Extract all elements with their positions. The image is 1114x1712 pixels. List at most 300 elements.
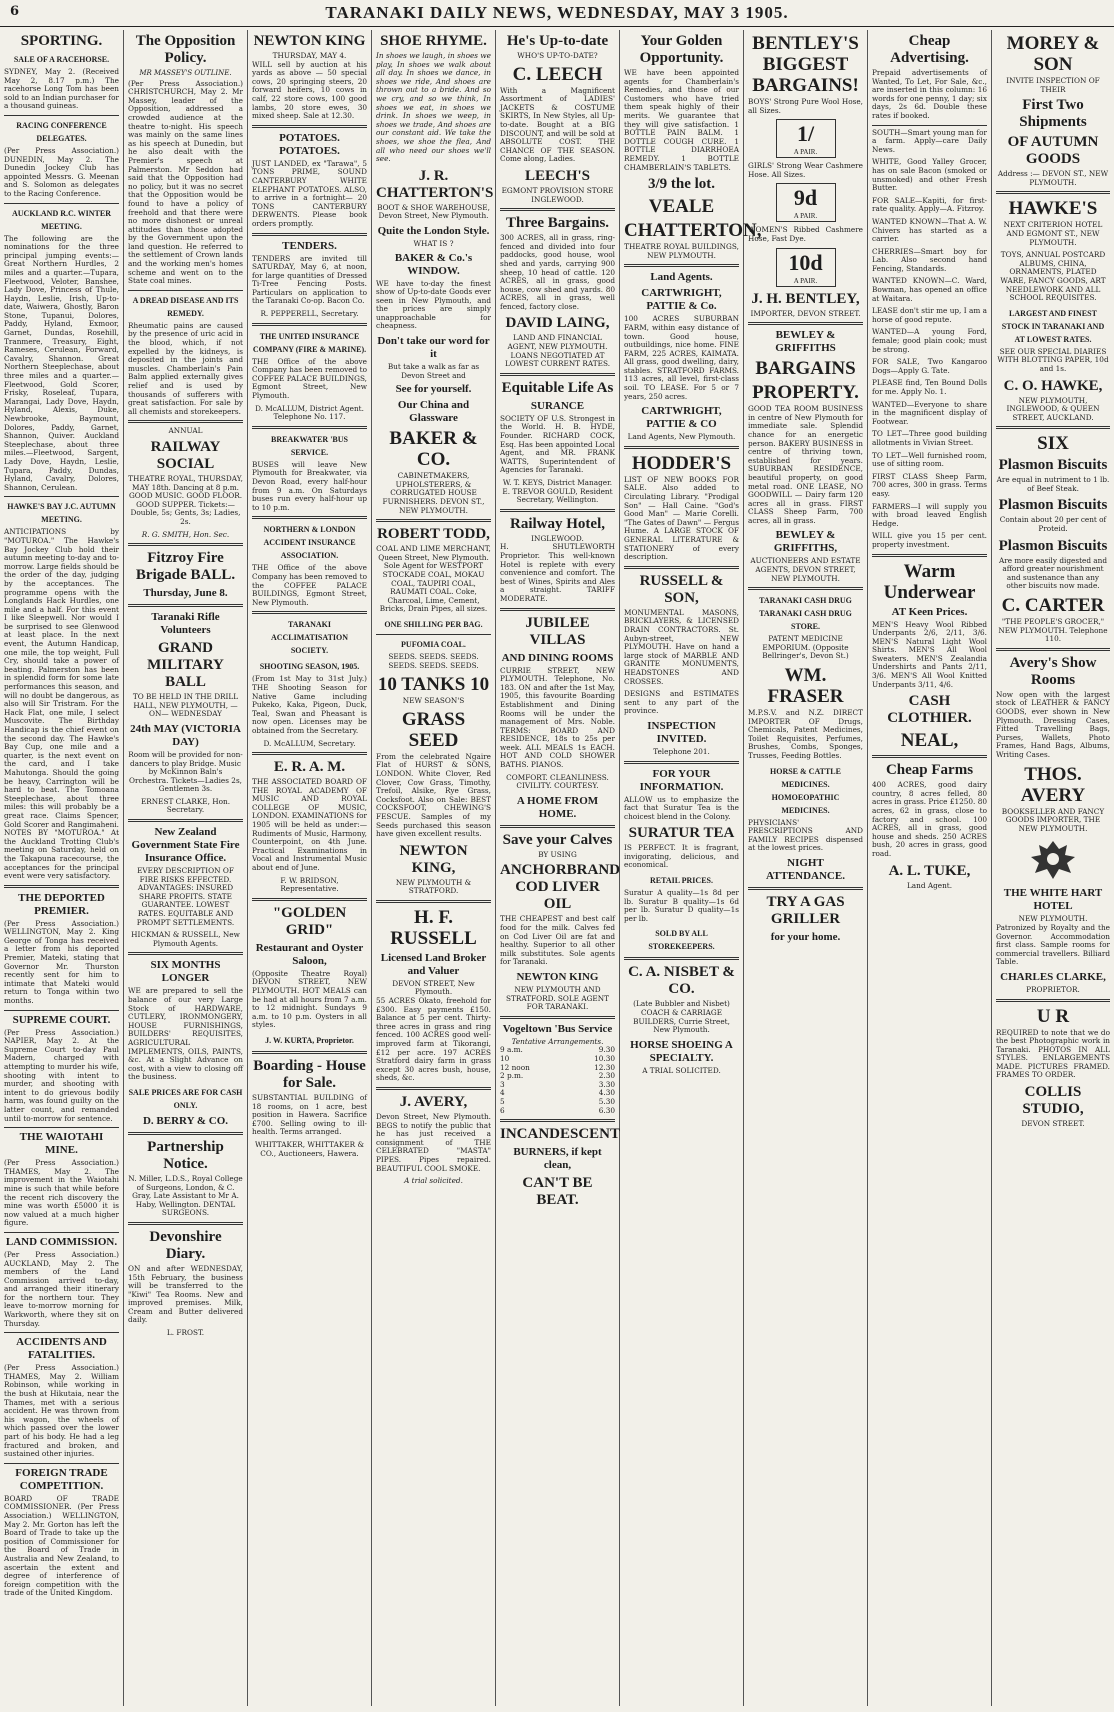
acclimatisation-heading: TARANAKI ACCLIMATISATION SOCIETY.: [270, 620, 349, 656]
racing-conference-heading: RACING CONFERENCE DELEGATES.: [16, 120, 107, 143]
potatoes-article: JUST LANDED, ex "Tarawa", 5 TONS PRIME, SOUND CANTERBURY WHITE ELEPHANT POTATOES. ALSO, to arrive in a fortnight— 20 TONS CANTERBURY DERWENTS. Please book orders promptly.: [252, 158, 367, 228]
whos-up-to-date: WHO'S UP-TO-DATE?: [517, 51, 598, 60]
golden-grid-article: (Opposite Theatre Royal) DEVON STREET, NEW PLYMOUTH. HOT MEALS can be had at all hours from 7 a.m. to 12 midnight. Sundays 9 a.m. to 10 p.m. Oysters in all styles.: [252, 968, 367, 1030]
partnership-details: N. Miller, L.D.S., Royal College of Surgeons, London, & C. Gray, Late Assistant to Mr A. Haby, Wellington. DENTAL SURGEONS.: [128, 1173, 243, 1218]
bus-time-depart: 12 noon: [500, 1062, 530, 1072]
classified-item: WANTED—A young Ford, female; good plain cook; must be strong.: [872, 327, 987, 354]
divider: [376, 634, 491, 635]
golden-opportunity-heading: Your Golden Opportunity.: [639, 33, 724, 66]
divider: [996, 648, 1110, 651]
hawke-toys: TOYS, ANNUAL POSTCARD ALBUMS, CHINA, ORNAMENTS, PLATED WARE, FANCY GOODS, ART NEEDLEWORK AND ALL SCHOOL REQUISITES.: [1000, 250, 1106, 303]
newton-king-agent: NEWTON KING: [516, 971, 599, 983]
leech-heading: C. LEECH: [512, 63, 603, 85]
sold-by: SOLD BY ALL STOREKEEPERS.: [648, 929, 715, 952]
pufomia-coal: PUFOMIA COAL.: [401, 639, 466, 649]
baker-window-article: WE have to-day the finest show of Up-to-date Goods ever seen in New Plymouth, and the prices are simply unapproachable for cheapness.: [376, 278, 491, 331]
three-bargains-article: 300 ACRES, all in grass, ring-fenced and divided into four paddocks, good house, wool shed and yards, carrying 900 sheep, 10 head of cattle. 120 ACRES, all in grass, good house, cow shed and yards. 80 ACRES, all in grass, well fenced, factory close.: [500, 233, 615, 311]
morey-sub: INVITE INSPECTION OF THEIR: [1006, 76, 1100, 94]
taranaki-drug-sub: PATENT MEDICINE EMPORIUM. (Opposite Bellringer's, Devon St.): [762, 634, 849, 661]
divider: [252, 752, 367, 755]
morey-address: Address :— DEVON ST., NEW PLYMOUTH.: [997, 169, 1109, 187]
divider: [624, 761, 739, 764]
bus-time-row: [500, 1098, 615, 1107]
divider: [252, 516, 367, 519]
royal-crest-icon: [1023, 837, 1083, 883]
rifle-volunteers-heading: Taranaki Rifle Volunteers: [151, 611, 220, 637]
london-style: Quite the London Style.: [377, 224, 490, 237]
newton-king-seed-sub: NEW PLYMOUTH & STRATFORD.: [395, 877, 472, 896]
tenders-heading: TENDERS.: [282, 239, 337, 252]
collis-studio-address: DEVON STREET.: [1021, 1119, 1085, 1129]
supreme-court-heading: SUPREME COURT.: [12, 1013, 111, 1026]
boys-hose-price: [776, 119, 836, 158]
white-hart-article: Patronized by Royalty and the Governor. Accommodation first class. Sample rooms for commercial travellers. Billiard Table.: [996, 922, 1110, 967]
divider: [4, 496, 119, 497]
trade-heading: FOREIGN TRADE COMPETITION.: [15, 1466, 108, 1492]
shooting-season-article: (From 1st May to 31st July.) THE Shooting Season for Native Game including Pukeko, Kaka, Pigeon, Duck, Teal, Swan and Pheasant is now open. Licenses may be obtained from the Secretary.: [252, 674, 367, 735]
bus-time-return: 3.30: [598, 1079, 615, 1089]
jubilee-subheading: AND DINING ROOMS: [501, 651, 614, 664]
divider: [872, 554, 987, 557]
bewley-signature-sub: AUCTIONEERS AND ESTATE AGENTS, DEVON STREET, NEW PLYMOUTH.: [750, 556, 861, 583]
divider: [252, 323, 367, 326]
shoe-rhyme-heading: SHOE RHYME.: [380, 33, 487, 49]
warm-underwear-sub: AT Keen Prices.: [891, 605, 968, 618]
veale-heading: VEALE: [648, 196, 715, 218]
equitable-heading: Equitable Life As: [501, 379, 614, 396]
sporting-heading: SPORTING.: [20, 33, 103, 49]
russell-address: DEVON STREET, New Plymouth.: [392, 978, 475, 997]
newton-king-seed-heading: NEWTON KING,: [399, 842, 468, 876]
divider: [624, 957, 739, 960]
baker-co-details: CABINETMAKERS, UPHOLSTERERS, & CORRUGATED HOUSE FURNISHERS. DEVON ST., NEW PLYMOUTH.: [382, 471, 485, 515]
divider: [252, 125, 367, 128]
white-hart-heading: THE WHITE HART HOTEL: [1003, 887, 1103, 913]
classified-item: FIRST CLASS Sheep Farm, 700 acres, 300 in grass. Terms easy.: [872, 471, 987, 498]
fitzroy-ball-date: Thursday, June 8.: [143, 587, 228, 600]
fraser-heading: WM. FRASER: [767, 665, 844, 708]
page-number: 6: [10, 4, 20, 19]
divider: [500, 608, 615, 611]
russell-son-heading: RUSSELL & SON,: [639, 572, 724, 606]
suratur-article: IS PERFECT. It is fragrant, invigorating, delicious, and economical.: [624, 843, 739, 870]
state-fire-details: EVERY DESCRIPTION OF FIRE RISKS EFFECTED. ADVANTAGES: INSURED SHARE PROFITS. STATE GUARANTEE. LOWEST RATES. EQUITABLE AND PROMPT SETTLEMENTS.: [136, 866, 235, 927]
accidents-heading: ACCIDENTS AND FATALITIES.: [16, 1336, 107, 1362]
divider: [500, 825, 615, 828]
home-from-home: A HOME FROM HOME.: [516, 794, 599, 820]
grand-ball-notes: Room will be provided for non-dancers to play Bridge. Music by McKinnon Baln's Orchestra. Tickets—Ladies 2s, Gentlemen 3s.: [128, 749, 243, 794]
sale-prices-note: SALE PRICES ARE FOR CASH ONLY.: [128, 1087, 243, 1110]
classified-item: WANTED KNOWN—That A. W. Chivers has started as a carrier.: [872, 216, 987, 244]
acclimatisation-signature: D. McALLUM, Secretary.: [263, 738, 356, 748]
shoe-rhyme-poem: In shoes we laugh, in shoes we play, In shoes we walk about all day. In shoes we dance, in shoes we ride, And shoes are thrown out to a bride. And so we cry, and so we think, In shoes we eat, in shoes we drink. In shoes we weep, in shoes we trade, And shoes are our constant aid. We take the shoes, we shoe the flea, And all who need our shoes we'll see.: [376, 51, 491, 164]
bus-time-return: 10.30: [594, 1053, 615, 1063]
ram-article: THE ASSOCIATED BOARD OF THE ROYAL ACADEMY OF MUSIC AND ROYAL COLLEGE OF MUSIC, LONDON. EXAMINATIONS for 1905 will be held as under:— Rudiments of Music, Harmony, Counterpoint, on 4th June. Practical Examinations in Vocal and Instrumental Music about end of June.: [252, 777, 367, 873]
state-fire-heading: New Zealand Government State Fire Insurance Office.: [131, 826, 240, 865]
jubilee-heading: JUBILEE VILLAS: [525, 614, 590, 648]
divider: [996, 999, 1110, 1002]
divider: [624, 566, 739, 569]
divider: [252, 426, 367, 429]
railway-hotel-heading: Railway Hotel,: [510, 515, 605, 532]
collis-article: REQUIRED to note that we do the best Photographic work in Taranaki. PHOTOS IN ALL STYLES. ENLARGEMENTS MADE. PICTURES FRAMED. FRAMES TO ORDER.: [996, 1027, 1110, 1080]
thos-avery-sub: BOOKSELLER AND FANCY GOODS IMPORTER, THE NEW PLYMOUTH.: [1001, 806, 1105, 833]
classified-item: SOUTH—Smart young man for a farm. Apply—care Daily News.: [872, 127, 987, 154]
hodder-list: LIST OF NEW BOOKS FOR SALE. Also added to Circulating Library. "Prodigal Son" — Hall Caine. "God's Good Man" — Marie Corelli. "The Gates of Dawn" — Fergus Hume. A LARGE STOCK OF GENERAL LITERATURE & STATIONERY of every description.: [624, 474, 739, 562]
ram-signature: F. W. BRIDSON, Representative.: [280, 875, 339, 894]
divider: [4, 1010, 119, 1011]
newton-king-date: THURSDAY, MAY 4.: [272, 51, 347, 60]
shooting-season-heading: SHOOTING SEASON, 1905.: [259, 662, 360, 672]
divider: [128, 1132, 243, 1135]
ram-heading: E. R. A. M.: [273, 759, 346, 776]
golden-grid-signature: J. W. KURTA, Proprietor.: [265, 1035, 354, 1045]
comfort-line: COMFORT. CLEANLINESS. CIVILITY. COURTESY.: [506, 772, 609, 791]
grand-ball-signature: ERNEST CLARKE, Hon. Secretary.: [140, 796, 231, 815]
morey-heading: MOREY & SON: [1006, 33, 1100, 75]
russell-son-article: MONUMENTAL MASONS, BRICKLAYERS, & LICENSED DRAIN CONTRACTORS. St. Aubyn-street, NEW PLYMOUTH. Have on hand a large stock of MARBLE AND GRANITE MONUMENTS, HEADSTONES AND CROSSES.: [624, 607, 739, 686]
six-months-heading: SIX MONTHS LONGER: [150, 959, 221, 985]
david-laing-heading: DAVID LAING,: [505, 315, 610, 332]
telephone-number: Telephone 201.: [653, 746, 710, 756]
land-commission-article: (Per Press Association.) AUCKLAND, May 2. The members of the Land Commission arrived to-day, and arranged their itinerary for the northern tour. They leave to-morrow morning for Warkworth, where they sit on Thursday.: [4, 1249, 119, 1328]
bus-time-return: 12.30: [594, 1062, 615, 1072]
collis-studio-name: COLLIS STUDIO,: [1022, 1084, 1084, 1118]
carter-sub: "THE PEOPLE'S GROCER," NEW PLYMOUTH. Telephone 110.: [998, 617, 1108, 644]
united-insurance-signature: D. McALLUM, District Agent. Telephone No. 117.: [255, 403, 364, 422]
allow-article: ALLOW us to emphasize the fact that Suratur Tea is the choicest blend in the Colony.: [624, 794, 739, 821]
hawke-heading: HAWKE'S: [1008, 198, 1098, 220]
divider: [252, 233, 367, 236]
bus-time-row: [500, 1072, 615, 1081]
first-two-shipments: First Two Shipments: [1019, 97, 1087, 131]
veale-address: THEATRE ROYAL BUILDINGS, NEW PLYMOUTH.: [624, 242, 739, 260]
grand-ball-details: TO BE HELD IN THE DRILL HALL, NEW PLYMOUTH, —ON— WEDNESDAY: [132, 692, 239, 719]
column-4: [372, 30, 496, 1706]
co-hawke-name: C. O. HAWKE,: [1003, 377, 1103, 394]
dont-take-word: Don't take our word for it: [377, 335, 490, 361]
bus-time-depart: 6: [500, 1105, 505, 1115]
retail-prices-list: Suratur A quality—1s 8d per lb. Suratur B quality—1s 6d per lb. Suratur D quality—1s per lb.: [624, 888, 739, 923]
golden-opportunity-article: WE have been appointed agents for Chamberlain's Remedies, and those of our Customers who have tried them speak highly of their merits. We guarantee that they will give satisfaction. 1 BOTTLE PAIN BALM. 1 DOTTLE COUGH CURE. 1 BOTTLE DIARRHOEA REMEDY. 1 BOTTLE CHAMBERLAIN'S TABLETS.: [624, 68, 739, 172]
classified-item: TO LET—Three good building allotments in Vivian Street.: [872, 429, 987, 447]
divider: [748, 322, 863, 325]
baker-co-heading: BAKER & CO.: [389, 428, 478, 471]
annual-label: ANNUAL: [168, 426, 203, 436]
waiotahi-heading: THE WAIOTAHI MINE.: [19, 1131, 104, 1157]
warm-underwear-list: MEN'S Heavy Wool Ribbed Underpants 2/6, 2/11, 3/6. MEN'S Natural Light Wool Shirts. MEN'S All Wool Sweaters. MEN'S Zealandia Undershirts and Pants 2/11, 3/6. MEN'S All Wool Knitted Underpants 3/11, 4/6.: [872, 619, 987, 689]
classified-item: WILL give you 15 per cent. property investment.: [872, 531, 987, 549]
plasmon-heading-3: Plasmon Biscuits: [998, 537, 1108, 554]
trial-solicited: A TRIAL SOLICITED.: [642, 1065, 721, 1075]
bentley-heading: BENTLEY'S BIGGEST BARGAINS!: [752, 33, 859, 96]
avery-trial: A trial solicited.: [404, 1176, 463, 1186]
chatterton-heading: J. R. CHATTERTON'S: [376, 167, 494, 201]
seeds-banner: SEEDS. SEEDS. SEEDS. SEEDS. SEEDS. SEEDS.: [388, 651, 479, 670]
northern-london-article: THE Office of the above Company has been removed to the COFFEE PALACE BUILDINGS, Egmont Street, New Plymouth.: [252, 563, 367, 607]
plasmon-text-2: Contain about 20 per cent of Proteid.: [999, 515, 1107, 534]
horse-shoeing: HORSE SHOEING A SPECIALTY.: [630, 1038, 733, 1064]
divider: [748, 887, 863, 890]
boys-hose: BOYS' Strong Pure Wool Hose, all Sizes.: [748, 97, 863, 115]
divider: [128, 819, 243, 822]
burners-line: BURNERS, if kept clean,: [513, 1146, 602, 1172]
column-8: [868, 30, 992, 1706]
racehorse-article: SYDNEY, May 2. (Received May 2, 8.17 p.m.) The racehorse Long Tom has been sold to an Indian purchaser for a thousand guineas.: [4, 67, 119, 111]
bus-time-row: [500, 1107, 615, 1116]
opposition-heading: The Opposition Policy.: [135, 33, 236, 66]
classified-item: PLEASE find, Ten Bound Dolls for me. Apply No. 1.: [872, 378, 987, 396]
breakwater-heading: BREAKWATER 'BUS SERVICE.: [271, 434, 348, 457]
avery-heading: J. AVERY,: [399, 1094, 468, 1110]
breakwater-article: BUSES will leave New Plymouth for Breakwater, via Devon Road, every half-hour from 9 a.m. On Saturdays buses run every half-hour up to 10 p.m.: [252, 459, 367, 512]
girls-hose-price: [776, 183, 836, 222]
women-hose-price: [776, 248, 836, 287]
classified-item: FARMERS—I will supply you with broad leaved English Hedge.: [872, 501, 987, 528]
land-commission-heading: LAND COMMISSION.: [5, 1235, 118, 1248]
price-value: 9d: [793, 185, 818, 211]
designs-note: DESIGNS and ESTIMATES sent to any part of the province.: [624, 689, 739, 716]
russell-subheading: Licensed Land Broker and Valuer: [380, 951, 487, 977]
divider: [128, 543, 243, 546]
jubilee-article: CURRIE STREET, NEW PLYMOUTH. Telephone, No. 183. ON and after the 1st May, 1905, this favourite Boarding Establishment and Dining Rooms will be under the management of Mrs. Noble. TERMS: BOARD AND RESIDENCE, 18s to 25s per week. ALL MEALS 1s EACH. HOT AND COLD SHOWER BATHS. PIANOS.: [500, 665, 615, 770]
fitzroy-ball-heading: Fitzroy Fire Brigade BALL.: [135, 550, 236, 584]
one-shilling-bag: ONE SHILLING PER BAG.: [384, 619, 483, 629]
divider: [128, 1222, 243, 1225]
divider: [376, 900, 491, 903]
bus-time-return: 4.30: [598, 1088, 615, 1098]
anchor-brand-heading: ANCHORBRAND COD LIVER OIL: [500, 862, 620, 913]
supreme-court-article: (Per Press Association.) NAPIER, May 2. At the Supreme Court to-day Paul Madern, charged with attempting to murder his wife, shooting with intent to murder, and shooting with intent to do grievous bodily harm, was found guilty on the latter count, and remanded until to-morrow for sentence.: [4, 1027, 119, 1123]
united-insurance-article: THE Office of the above Company has been removed to COFFEE PALACE BUILDINGS, Egmont Street, New Plymouth.: [252, 356, 367, 401]
boarding-house-signature: WHITTAKER, WHITTAKER & CO., Auctioneers, Hawera.: [255, 1139, 364, 1158]
chatterton-name: CHATTERTON,: [624, 220, 762, 242]
divider: [624, 264, 739, 267]
boarding-house-article: SUBSTANTIAL BUILDING of 18 rooms, on 1 acre, best position in Hawera. Sacrifice £700. Selling owing to ill-health. Terms arranged.: [252, 1092, 367, 1137]
divider: [252, 1051, 367, 1054]
divider: [4, 115, 119, 116]
potatoes-heading: POTATOES. POTATOES.: [279, 131, 340, 157]
divider: [128, 420, 243, 423]
bus-time-return: 5.30: [598, 1096, 615, 1106]
vogeltown-subheading: Tentative Arrangements.: [511, 1036, 604, 1046]
inspection-invited: INSPECTION INVITED.: [647, 719, 716, 745]
equitable-signature: W. T. KEYS, District Manager. E. TREVOR GOULD, Resident Secretary, Wellington.: [502, 478, 613, 505]
opposition-article: (Per Press Association.) CHRISTCHURCH, May 2. Mr Massey, leader of the Opposition, addressed a crowded audience at the theatre to-night. His speech was mainly on the same lines as his speech at Dunedin, but he also dealt with the Premier's speech at Palmerston. Mr Seddon had said that the Opposition had no policy, but it was no secret that the Opposition would be found to have a policy of freehold and that there were no more dishonest or unreal attitudes than those adopted by the Government upon the land question. He referred to the settlement of Crown lands and the working men's homes scheme and went on to the State coal mines.: [128, 78, 243, 286]
classified-item: FOR SALE—Kapiti, for first-rate quality. Apply—A. Fitzroy.: [872, 195, 987, 214]
grass-seed-article: From the celebrated Ngaire Flat of HURST & SONS, LONDON. White Clover, Red Clover, Cow Grass, Timothy, Trefoil, Alsike, Rye Grass, Cocksfoot. Also on Sale: BEST COCKSFOOT, CHEWING'S FESCUE. Samples of my Seeds purchased this season have given excellent results.: [376, 751, 491, 839]
jh-bentley-name: J. H. BENTLEY,: [751, 290, 860, 307]
railway-hotel-location: INGLEWOOD.: [531, 533, 584, 543]
divider: [128, 952, 243, 955]
column-6: [620, 30, 762, 1706]
hawkes-bay-article: ANTICIPATIONS by "MOTUROA." The Hawke's Bay Jockey Club hold their autumn meeting to-day and to-morrow. Large fields should be the order of the day, judging by the acceptances. The programme opens with the Longlands Hack Hurdles, one mile and a half. For this event I like Sleepwell. Nor would I be surprised to see Glenwood at least place. In the next event, the Autumn Handicap, one mile, the top weight, Full Cry, should take a power of beating. Palmerston has been in splendid form for some late performances this season, and will no doubt be dangerous, as also will Sir Tristram. For the Hack Flat, one mile, I select Muscovite. The Birthday Handicap is the chief event on the second day. The Hawke's Bay Cup, one mile and a quarter, is the next event on the card, and I take Mahutonga. Should the going be heavy, Carrington will be hard to beat. The Tomoana Steeplechase, about three miles: this will probably be a great race. Claims Spencer, Gold Scorer and Rangimaheni. NOTES BY "MOTUROA." At the Auckland Trotting Club's meeting on Saturday, held on the Takapuna racecourse, the acceptances for the principal event were very satisfactory.: [4, 527, 119, 881]
bus-time-return: 6.30: [598, 1105, 615, 1115]
auckland-rc-article: The following are the nominations for the three principal jumping events:— Great Northern Hurdles, 2 miles and a quarter.—Tupara, Fleetwood, Veloter, Banshee, Lady Dove, Princess of Thule, Haydn, Leslie, Irish, Up-to-date, Waiwera, Ghostly, Baron Stone, Tupanui, Dolores, Paddy, Hyland, Exmoor, Garnet, Dundas, Rosehill, Tranmere, Treasury, Eight, Rameses, Cerulean, Forward, Cavalry, Shannon. Great Northern Steeplechase, about three miles and a quarter.—Fleetwood, Gold Scorer, Frisky, Roseleaf, Tupara, Marangai, Lady Dove, Haydn, Hyland, Alexis, Duke, Newbrooke, Baymount, Dolores, Paddy, Garnet, Shannon, Quiver. Auckland Steeplechase, about three miles.—Fleetwood, Sargent, Lady Dove, Haydn, Leslie, Tupara, Paddy, Dundas, Hyland, Cavalry, Dolores, Shannon, Cerulean.: [4, 233, 119, 492]
grand-ball-date: 24th MAY (VICTORIA DAY): [130, 722, 241, 748]
fraser-article: M.P.S.V. and N.Z. DIRECT IMPORTER OF Drugs, Chemicals, Patent Medicines, Toilet Requisites, Perfumes, Brushes, Combs, Sponges, Trusses, Feeding Bottles.: [748, 708, 863, 760]
devonshire-article: ON and after WEDNESDAY, 15th February, the business will be transferred to the "Kiwi" Tea Rooms. New and improved premises. Milk, Cream and Butter delivered daily.: [128, 1263, 243, 1325]
divider: [4, 203, 119, 204]
robert-todd-details: COAL AND LIME MERCHANT, Queen Street, New Plymouth. Sole Agent for WESTPORT STOCKADE COAL, MOKAU COAL, TAUPIRI COAL, RAUMATI COAL. Coke, Charcoal, Lime, Cement, Bricks, Drain Pipes, all sizes.: [376, 544, 491, 614]
divider: [500, 1016, 615, 1019]
charles-clarke-title: PROPRIETOR.: [1026, 984, 1080, 994]
white-hart-location: NEW PLYMOUTH.: [1018, 914, 1088, 924]
price-value: 10d: [788, 249, 823, 275]
bus-time-depart: 4: [500, 1088, 505, 1098]
nisbet-heading: C. A. NISBET & CO.: [628, 964, 735, 998]
property-listings: GOOD TEA ROOM BUSINESS in centre of New Plymouth for immediate sale. Splendid chance for an energetic person. BAKERY BUSINESS in centre of thriving town, established for years. SUBURBAN RESIDENCE, beautiful property, on good metal road. ONE LEASE, NO GOODWILL — Dairy farm 120 acres all in grass. FIRST CLASS Sheep Farm, 700 acres, all in grass.: [748, 404, 863, 525]
deported-premier-article: (Per Press Association.) WELLINGTON, May 2. King George of Tonga has received a letter from his deported Premier, Mateki, stating that Governor Mr. Thurston recently sent for him to intimate that Mateki would return to Tonga within two months.: [4, 918, 119, 1006]
information-heading: FOR YOUR INFORMATION.: [639, 767, 724, 793]
avery-show-heading: Avery's Show Rooms: [1009, 654, 1097, 688]
hawkes-bay-heading: HAWKE'S BAY J.C. AUTUMN MEETING.: [7, 502, 116, 525]
divider: [624, 446, 739, 449]
newspaper-title: TARANAKI DAILY NEWS, WEDNESDAY, MAY 3 1905.: [325, 3, 789, 22]
thos-avery-name: THOS. AVERY: [1020, 763, 1086, 806]
bewley-signature: BEWLEY & GRIFFITHS,: [773, 529, 838, 555]
hawke-sub: NEXT CRITERION HOTEL AND EGMONT ST., NEW PLYMOUTH.: [1003, 220, 1103, 247]
anchor-brand-article: THE CHEAPEST and best calf food for the milk. Calves fed on Cod Liver Oil are fat and healthy. Superior to all other milk substitutes. Sole agents for Taranaki.: [500, 914, 615, 967]
new-season-label: NEW SEASON'S: [402, 696, 465, 706]
tuke-name: A. L. TUKE,: [888, 862, 971, 879]
golden-grid-subheading: Restaurant and Oyster Saloon,: [255, 941, 364, 967]
column-5: [496, 30, 620, 1706]
railway-social-details: THEATRE ROYAL, THURSDAY, MAY 18th. Dancing at 8 p.m. GOOD MUSIC. GOOD FLOOR. GOOD SUPPER. Tickets:—Double, 5s; Gents, 3s; Ladies, 2s.: [128, 473, 243, 526]
gas-griller-sub: for your home.: [770, 930, 841, 943]
bewley-heading: BEWLEY & GRIFFITHS: [775, 329, 836, 355]
bus-time-row: [500, 1081, 615, 1090]
divider: [252, 898, 367, 901]
vogeltown-heading: Vogeltown 'Bus Service: [502, 1022, 613, 1035]
dont-take-body: But take a walk as far as Devon Street and: [387, 362, 480, 380]
divider: [872, 125, 987, 126]
suratur-heading: SURATUR TEA: [628, 825, 735, 842]
see-yourself: See for yourself.: [395, 383, 472, 396]
divider: [500, 1119, 615, 1122]
land-agents-heading: Land Agents.: [650, 271, 713, 284]
divider: [500, 208, 615, 211]
masthead: [0, 0, 1114, 27]
night-attendance: NIGHT ATTENDANCE.: [766, 856, 845, 882]
classified-item: CHERRIES—Smart boy for Lab. Also second hand Fencing, Standards.: [872, 246, 987, 273]
by-using-label: BY USING: [538, 849, 577, 859]
classified-item: WANTED KNOWN—C. Ward, Bowman, has opened an office at Waitara.: [872, 276, 987, 303]
horse-cattle-medicines: HORSE & CATTLE MEDICINES. HOMOEOPATHIC MEDICINES.: [770, 766, 841, 815]
divider: [996, 426, 1110, 429]
equitable-subheading: SURANCE: [530, 399, 585, 412]
charles-clarke-name: CHARLES CLARKE,: [1000, 970, 1106, 983]
classified-item: TO LET—Well furnished room, use of sitting room.: [872, 450, 987, 469]
auckland-rc-heading: AUCKLAND R.C. WINTER MEETING.: [12, 208, 111, 231]
classified-item: WHITE, Good Yalley Grocer, has on sale Bacon (smoked or unsmoked) and other Fresh Butter.: [872, 157, 987, 193]
david-laing-details: LAND AND FINANCIAL AGENT, NEW PLYMOUTH. LOANS NEGOTIATED AT LOWEST CURRENT RATES.: [504, 333, 611, 369]
avery-show-article: Now open with the largest stock of LEATHER & FANCY GOODS, ever shown in New Plymouth. Dressing Cases, Fitted Travelling Bags, Purses, Wallets, Photo Frames, Hand Bags, Albums, Writing Cases.: [996, 689, 1110, 759]
grand-ball-heading: GRAND MILITARY BALL: [147, 640, 224, 691]
up-to-date-heading: He's Up-to-date: [506, 33, 609, 49]
divider: [872, 755, 987, 758]
physicians-note: PHYSICIANS' PRESCRIPTIONS AND FAMILY RECIPES dispensed at the lowest prices.: [748, 817, 863, 853]
devonshire-signature: L. FROST.: [166, 1328, 205, 1338]
plasmon-heading-1: Plasmon Biscuits: [998, 457, 1108, 474]
divider: [4, 1332, 119, 1333]
gas-griller-heading: TRY A GAS GRILLER: [766, 893, 845, 927]
hodder-heading: HODDER'S: [631, 452, 732, 474]
divider: [4, 1232, 119, 1233]
dread-disease-heading: A DREAD DISEASE AND ITS REMEDY.: [132, 295, 239, 318]
divider: [128, 604, 243, 607]
cheap-farms-listings: 400 ACRES, good dairy country, 8 acres felled, 80 acres in grass. Price £1250. 80 acres, 62 in grass, close to factory and school. 100 ACRES, all in grass, good house and sheds. 250 ACRES bush, 20 acres in grass, good road.: [872, 780, 987, 858]
racing-conference-article: (Per Press Association.) DUNEDIN, May 2. The Dunedin Jockey Club has appointed Messrs. G. Meenan and S. Solomon as delegates to the Racing Conference.: [4, 145, 119, 198]
retail-prices-heading: RETAIL PRICES.: [650, 876, 713, 886]
divider: [128, 290, 243, 291]
column-2: [124, 30, 248, 1706]
divider: [4, 1127, 119, 1128]
cartwright-signature: CARTWRIGHT, PATTIE & CO: [641, 405, 722, 431]
six-label: SIX: [1037, 433, 1069, 455]
baker-window-heading: BAKER & Co.'s WINDOW.: [394, 251, 473, 277]
newton-king-agent-sub: NEW PLYMOUTH AND STRATFORD. SOLE AGENT FOR TARANAKI.: [505, 985, 609, 1012]
leech-signature: LEECH'S: [524, 167, 591, 184]
column-3: [248, 30, 372, 1706]
bus-time-return: 9.30: [598, 1045, 615, 1055]
leech-article: With a Magnificent Assortment of LADIES' JACKETS & COSTUME SKIRTS, In New Styles, all Up-to-date. Bought at a BIG DISCOUNT, and will be sold at ABSOLUTE COST. THE CHANCE OF THE SEASON. Come along, Ladies.: [500, 85, 615, 164]
three-bargains-heading: Three Bargains.: [505, 215, 610, 232]
co-hawke-sub: NEW PLYMOUTH, INGLEWOOD, & QUEEN STREET, AUCKLAND.: [1006, 395, 1100, 422]
cheap-farms-heading: Cheap Farms: [885, 762, 974, 779]
carter-name: C. CARTER: [1001, 595, 1105, 617]
column-1: [0, 30, 124, 1706]
avery-article: Devon Street, New Plymouth. BEGS to notify the public that he has just received a consignment of THE CELEBRATED "MASTA" PIPES. Pipes repaired. BEAUTIFUL COOL SMOKE.: [376, 1112, 491, 1173]
golden-grid-heading: "GOLDEN GRID": [272, 904, 347, 938]
cartwright-heading: CARTWRIGHT, PATTIE & Co.: [641, 287, 722, 313]
tenders-signature: R. PEPPERELL, Secretary.: [260, 309, 359, 319]
nisbet-details: (Late Bubbler and Nisbet) COACH & CARRIAGE BUILDERS, Currie Street, New Plymouth.: [633, 999, 730, 1035]
autumn-goods: OF AUTUMN GOODS: [1007, 134, 1099, 168]
bus-time-depart: 10: [500, 1053, 510, 1063]
price-unit: A PAIR.: [793, 276, 818, 285]
jh-bentley-sub: IMPORTER, DEVON STREET.: [750, 308, 861, 318]
robert-todd-heading: ROBERT TODD,: [377, 526, 490, 543]
incandescent-heading: INCANDESCENT: [500, 1126, 621, 1143]
newton-king-sale: WILL sell by auction at his yards as above — 50 special cows, 20 springing steers, 20 forward heifers, 10 cows in calf, 22 store cows, 100 good lambs, 20 store ewes, 30 mixed sheep. Sale at 12.30.: [252, 59, 367, 121]
russell-heading: H. F. RUSSELL: [390, 906, 477, 949]
bus-time-depart: 9 a.m.: [500, 1045, 523, 1055]
bus-time-return: 2.30: [598, 1071, 615, 1081]
equitable-article: SOCIETY OF U.S. Strongest in the World. H. B. HYDE, Founder. RICHARD COCK, Esq. Has been appointed Local Agent, and MR. FRANK WATTS, Superintendent of Agencies for Taranaki.: [500, 413, 615, 475]
cheap-advertising-terms: Prepaid advertisements of Wanted, To Let, For Sale, &c., are inserted in this column: 16 words for one penny, 1 day; six days, 2s 6d. Double these rates if booked.: [872, 68, 987, 120]
cash-clothier-heading: CASH CLOTHIER.: [887, 693, 972, 727]
china-glassware: Our China and Glassware: [397, 399, 470, 425]
hawke-diaries: SEE OUR SPECIAL DIARIES WITH BLOTTING PAPER, 10d and 1s.: [997, 346, 1109, 373]
what-is: WHAT IS ?: [413, 238, 454, 248]
railway-social-signature: R. G. SMITH, Hon. Sec.: [141, 529, 230, 539]
column-9: [992, 30, 1114, 1706]
classified-item: LEASE don't stir me up, I am a horse of good repute.: [872, 306, 987, 324]
tuke-sub: Land Agent.: [906, 880, 953, 890]
waiotahi-article: (Per Press Association.) THAMES, May 2. The improvement in the Waiotahi mine is such that while before the recent rich discovery the mine was worth £5000 it is now valued at a much higher figure.: [4, 1158, 119, 1228]
plasmon-heading-2: Plasmon Biscuits: [998, 497, 1108, 514]
plasmon-text-1: Are equal in nutriment to 1 lb. of Beef Steak.: [996, 475, 1110, 493]
classified-item: WANTED—Everyone to share in the magnificent display of Footwear.: [872, 399, 987, 426]
divider: [376, 519, 491, 522]
cant-be-beat: CAN'T BE BEAT.: [522, 1175, 593, 1209]
partnership-heading: Partnership Notice.: [147, 1138, 224, 1172]
price-unit: A PAIR.: [793, 212, 818, 221]
women-hose: WOMEN'S Ribbed Cashmere Hose, Fast Dye.: [748, 225, 863, 243]
taranaki-drug-heading: TARANAKI CASH DRUG TARANAKI CASH DRUG STORE.: [759, 596, 852, 632]
price-unit: A PAIR.: [793, 148, 818, 157]
